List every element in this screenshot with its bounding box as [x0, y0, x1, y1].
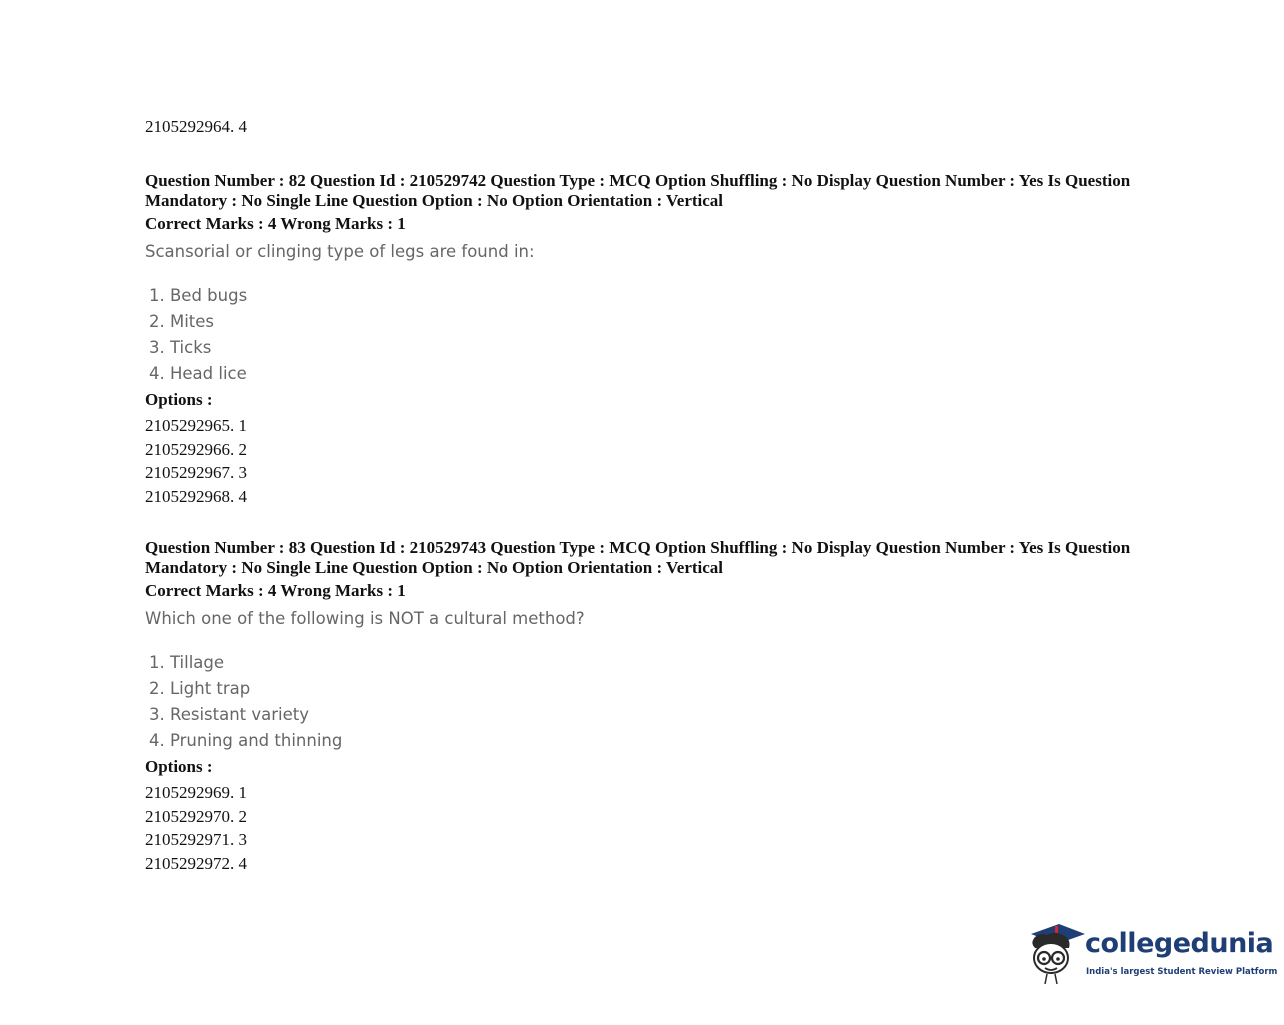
- question-marks: Correct Marks : 4 Wrong Marks : 1: [145, 581, 406, 600]
- logo-tagline: India's largest Student Review Platform: [1086, 967, 1278, 977]
- option-id-item: 2105292968. 4: [145, 486, 247, 506]
- choice-item: 2. Mites: [149, 312, 215, 331]
- choice-list: [149, 283, 1155, 387]
- option-id-item: 2105292965. 1: [145, 416, 247, 435]
- option-id-item: 2105292967. 3: [145, 463, 247, 482]
- question-meta: Question Number : 82 Question Id : 210529742 Question Type : MCQ Option Shuffling : No Display Question Number : Yes Is Question Mandatory : No Single Line Question Option : No Option Orientation : Vertical: [145, 171, 1131, 210]
- question-text: Which one of the following is NOT a cultural method?: [145, 609, 585, 628]
- choice-item: 3. Ticks: [149, 338, 212, 357]
- choice-item: 4. Head lice: [149, 364, 247, 383]
- choice-item: 2. Light trap: [149, 679, 251, 698]
- choice-item: 3. Resistant variety: [149, 705, 310, 724]
- previous-option-line: 2105292964. 4: [145, 117, 247, 136]
- option-id-item: 2105292972. 4: [145, 853, 247, 873]
- student-mascot-icon: [1025, 918, 1087, 990]
- question-block-83: [145, 538, 1155, 875]
- logo-wordmark: collegedunia: [1085, 928, 1274, 959]
- choice-list: [149, 650, 1155, 754]
- option-id-item: 2105292969. 1: [145, 783, 247, 802]
- question-meta: Question Number : 83 Question Id : 210529743 Question Type : MCQ Option Shuffling : No Display Question Number : Yes Is Question Mandatory : No Single Line Question Option : No Option Orientation : Vertical: [145, 538, 1131, 577]
- question-block-82: [145, 171, 1155, 508]
- option-id-list: [145, 414, 1155, 508]
- options-label: Options :: [145, 757, 213, 776]
- choice-item: 4. Pruning and thinning: [149, 731, 343, 750]
- choice-item: 1. Tillage: [149, 653, 225, 672]
- option-id-item: 2105292971. 3: [145, 830, 247, 849]
- option-id-item: 2105292970. 2: [145, 806, 247, 826]
- collegedunia-logo[interactable]: [1025, 918, 1278, 990]
- option-id-item: 2105292966. 2: [145, 439, 247, 459]
- options-label: Options :: [145, 390, 213, 409]
- question-marks: Correct Marks : 4 Wrong Marks : 1: [145, 214, 406, 233]
- option-id-list: [145, 781, 1155, 875]
- choice-item: 1. Bed bugs: [149, 286, 248, 305]
- question-text: Scansorial or clinging type of legs are found in:: [145, 242, 535, 261]
